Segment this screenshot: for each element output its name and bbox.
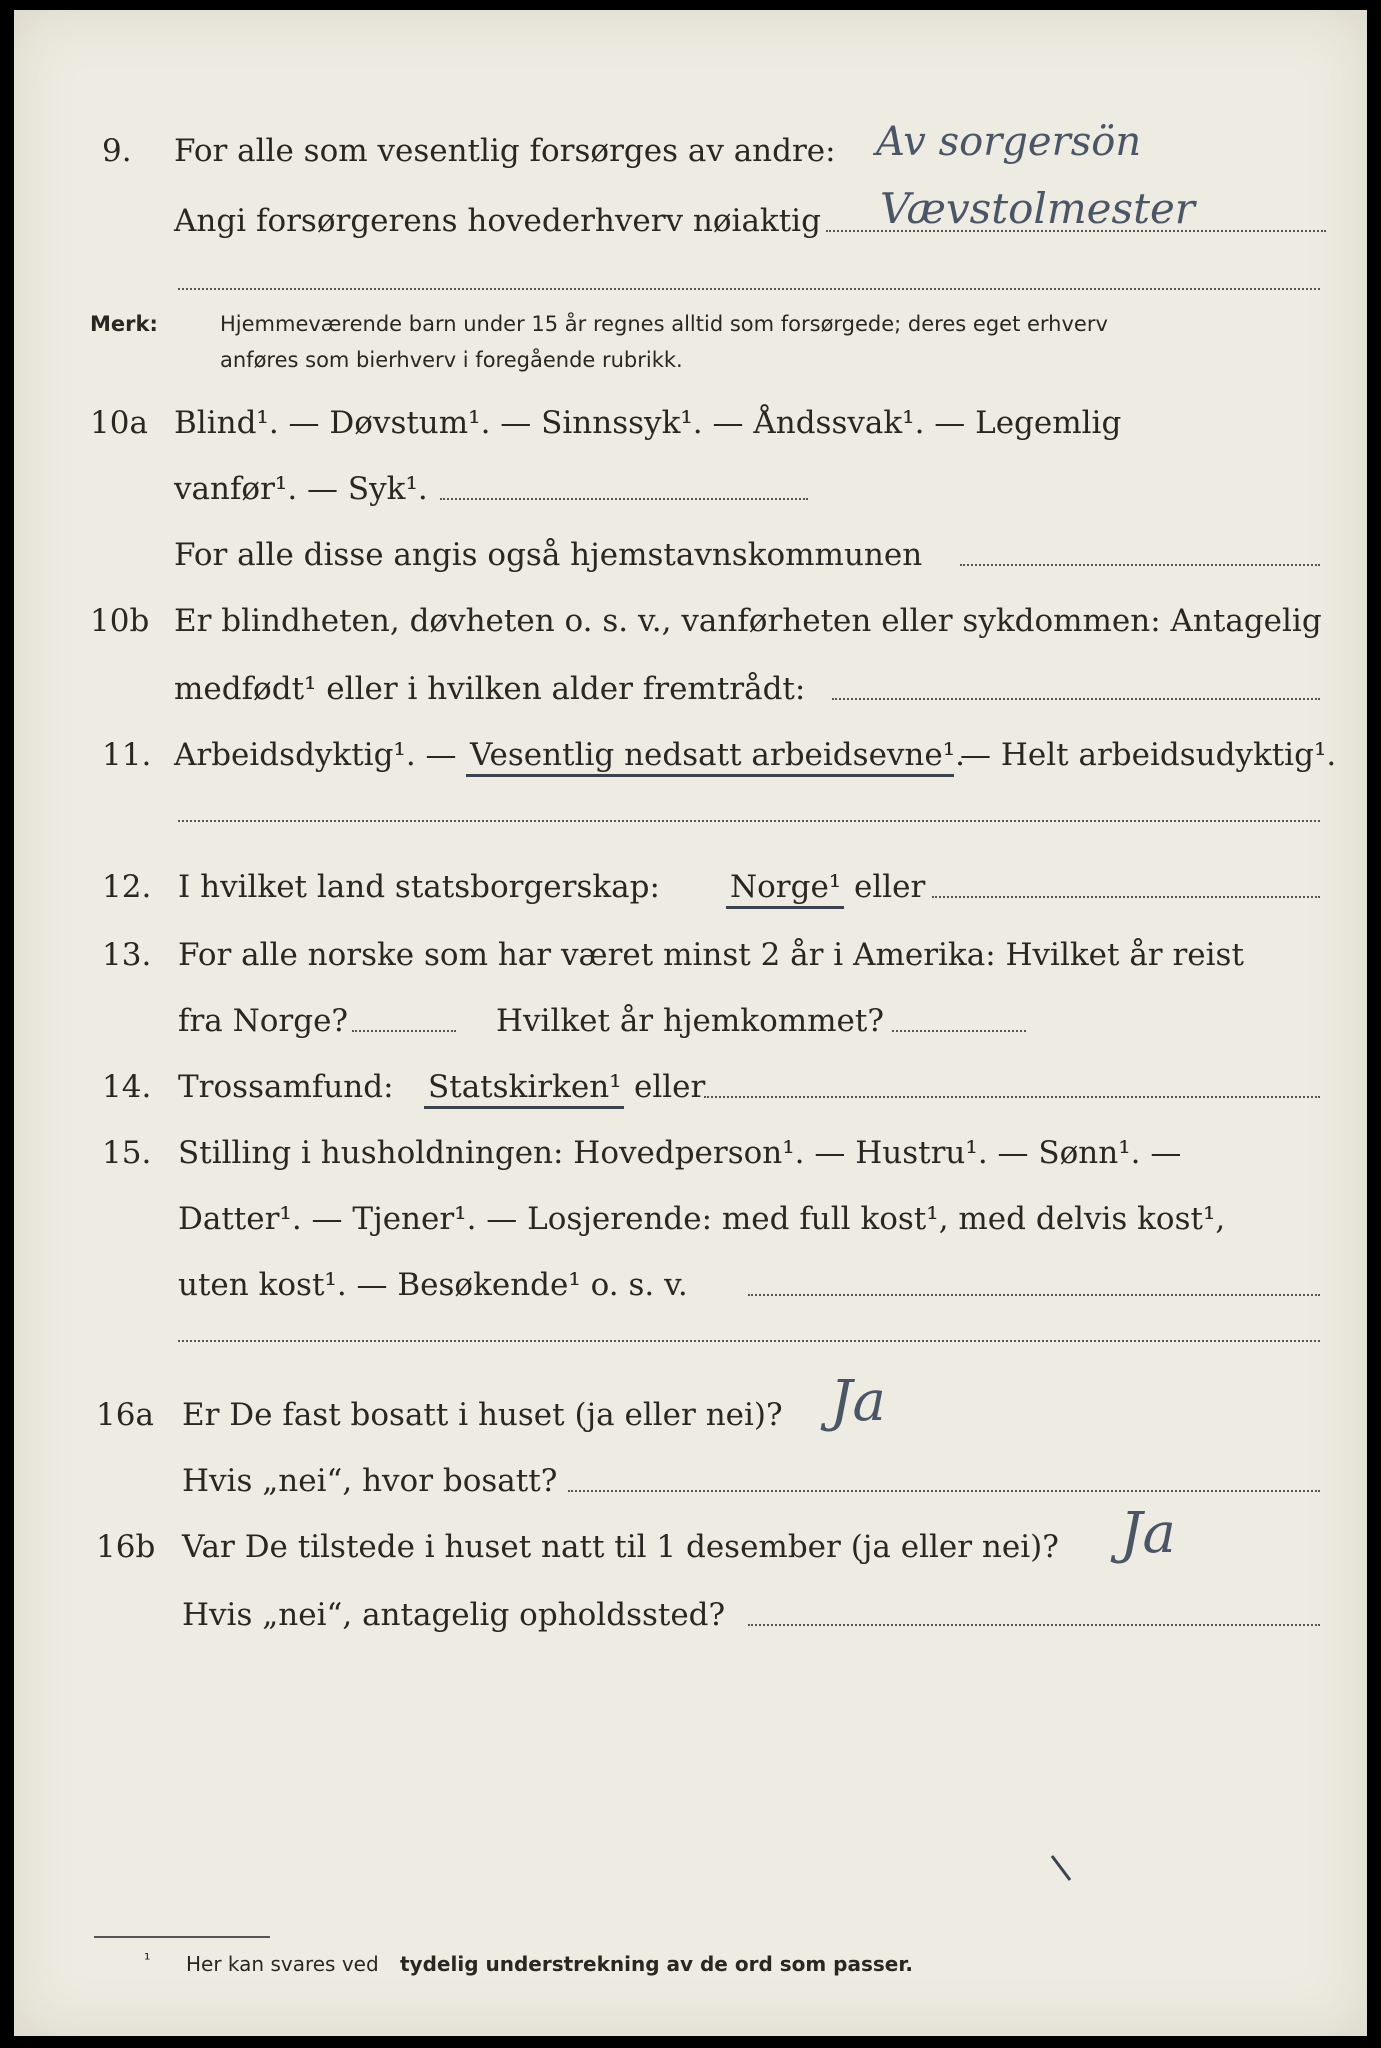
q16b-line2-dotted-line [748, 1624, 1320, 1626]
q11-number: 11. [102, 737, 152, 773]
q10a-line2-dotted-line [440, 498, 808, 500]
q16a-handwritten-answer: Ja [830, 1369, 886, 1434]
q10b-line1: Er blindheten, døvheten o. s. v., vanførheten eller sykdommen: Antagelig [174, 603, 1322, 639]
footnote-mark: ¹ [144, 1950, 151, 1969]
q10b-line2-dotted-line [832, 698, 1320, 700]
q15-line3-dotted-line [748, 1294, 1320, 1296]
q16a-line2: Hvis „nei“, hvor bosatt? [182, 1463, 558, 1499]
merk-label: Merk: [90, 312, 158, 336]
q9-handwritten-occupation: Vævstolmester [880, 184, 1195, 233]
q14-handwritten-underline [424, 1106, 624, 1109]
q14-part3: eller [634, 1069, 706, 1105]
q11-part2: Vesentlig nedsatt arbeidsevne¹. [470, 737, 966, 773]
footnote-text-light: Her kan svares ved [186, 1952, 379, 1976]
q12-handwritten-underline [726, 906, 844, 909]
q15-line3: uten kost¹. — Besøkende¹ o. s. v. [178, 1267, 688, 1303]
q9-number: 9. [102, 133, 132, 169]
q15-number: 15. [102, 1135, 152, 1171]
q9-handwritten-supporter: Av sorgersön [876, 119, 1142, 165]
q12-part3: eller [854, 869, 926, 905]
q12-part1: I hvilket land statsborgerskap: [178, 869, 660, 905]
q15-line2: Datter¹. — Tjener¹. — Losjerende: med full kost¹, med delvis kost¹, [178, 1201, 1226, 1237]
q10a-number: 10a [90, 405, 148, 441]
merk-line2: anføres som bierhverv i foregående rubrikk. [220, 348, 683, 372]
q14-part1: Trossamfund: [178, 1069, 394, 1105]
q14-number: 14. [102, 1069, 152, 1105]
q13-line2b: Hvilket år hjemkommet? [496, 1003, 884, 1039]
q10b-line2: medfødt¹ eller i hvilken alder fremtrådt: [174, 671, 806, 707]
q10a-line3: For alle disse angis også hjemstavnskommunen [174, 537, 923, 573]
census-form-page [14, 10, 1367, 2036]
q11-part3: — Helt arbeidsudyktig¹. [960, 737, 1337, 773]
q10a-line2: vanfør¹. — Syk¹. [174, 471, 428, 507]
q12-dotted-line [932, 896, 1320, 898]
q11-handwritten-underline [466, 774, 954, 777]
q13-line2a-dotted-line [352, 1030, 456, 1032]
q15-extra-dotted-line [178, 1340, 1320, 1342]
merk-line1: Hjemmeværende barn under 15 år regnes alltid som forsørgede; deres eget erhverv [220, 312, 1108, 336]
q16a-line2-dotted-line [568, 1490, 1320, 1492]
q13-line2a: fra Norge? [178, 1003, 349, 1039]
q16b-handwritten-answer: Ja [1120, 1501, 1176, 1566]
q14-part2: Statskirken¹ [428, 1069, 622, 1105]
q13-line1: For alle norske som har været minst 2 år i Amerika: Hvilket år reist [178, 937, 1244, 973]
q9-line1-label: For alle som vesentlig forsørges av andre: [174, 133, 836, 169]
q15-line1: Stilling i husholdningen: Hovedperson¹. — Hustru¹. — Sønn¹. — [178, 1135, 1182, 1171]
q16b-number: 16b [96, 1529, 156, 1565]
q10b-number: 10b [90, 603, 150, 639]
stray-pen-mark [1048, 1852, 1078, 1888]
q16b-line2: Hvis „nei“, antagelig opholdssted? [182, 1597, 726, 1633]
q9-extra-dotted-line [178, 288, 1320, 290]
q11-part1: Arbeidsdyktig¹. — [174, 737, 457, 773]
q16a-line1: Er De fast bosatt i huset (ja eller nei)? [182, 1397, 783, 1433]
q10a-line3-dotted-line [960, 564, 1320, 566]
q16a-number: 16a [96, 1397, 154, 1433]
q9-line2-label: Angi forsørgerens hovederhverv nøiaktig [174, 203, 821, 239]
q11-extra-dotted-line [178, 820, 1320, 822]
q16b-line1: Var De tilstede i huset natt til 1 desember (ja eller nei)? [182, 1529, 1059, 1565]
q10a-line1: Blind¹. — Døvstum¹. — Sinnssyk¹. — Åndssvak¹. — Legemlig [174, 405, 1122, 441]
q12-part2: Norge¹ [730, 869, 842, 905]
q12-number: 12. [102, 869, 152, 905]
q13-number: 13. [102, 937, 152, 973]
q13-line2b-dotted-line [892, 1030, 1026, 1032]
footnote-text-bold: tydelig understrekning av de ord som passer. [400, 1952, 913, 1976]
q14-dotted-line [704, 1096, 1320, 1098]
footnote-rule [94, 1936, 270, 1938]
